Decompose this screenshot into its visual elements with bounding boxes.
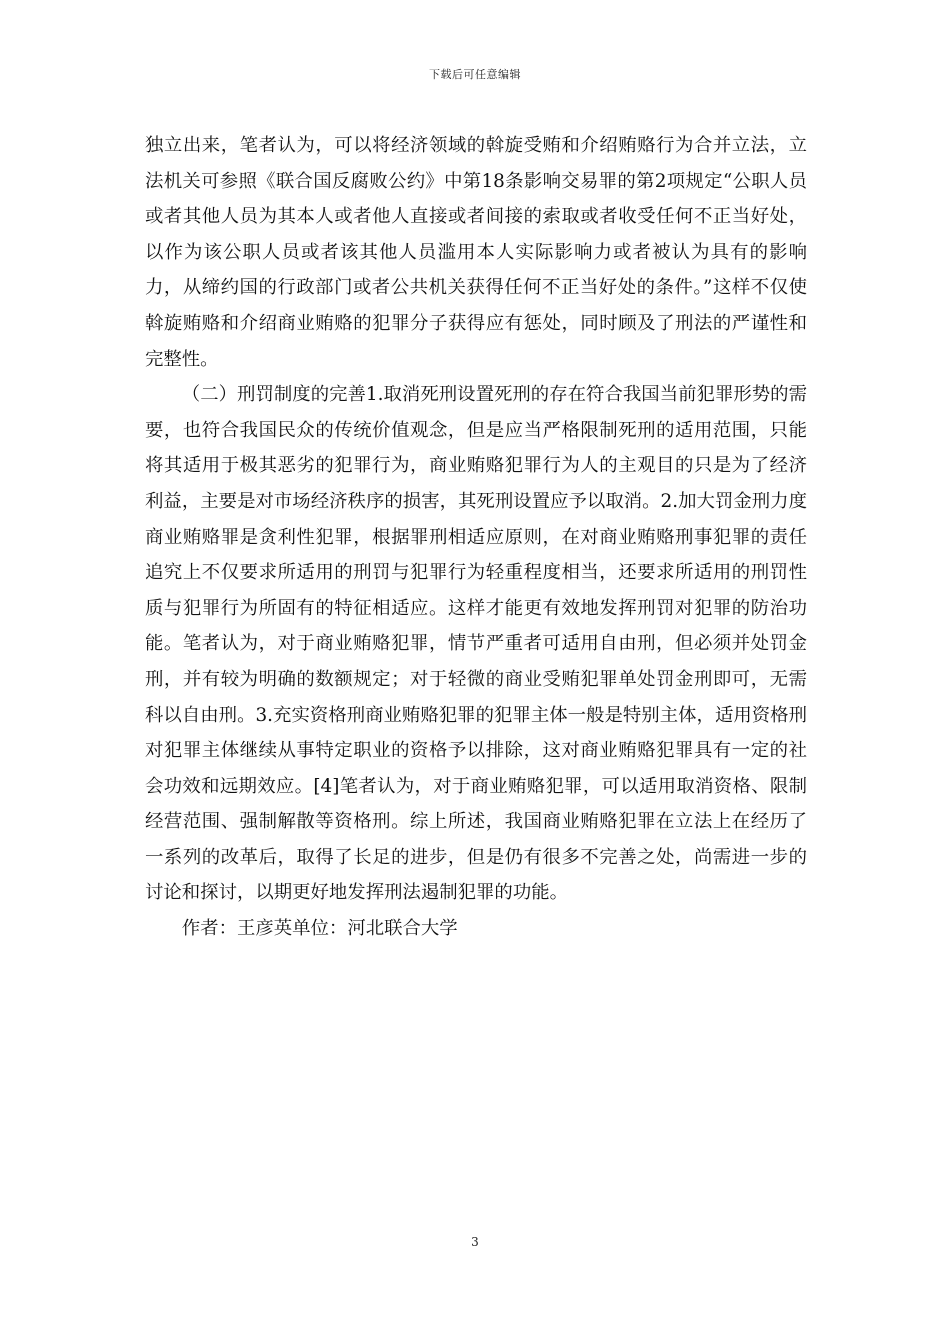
body-text: [145, 128, 807, 947]
paragraph-penalty-system: （二）刑罚制度的完善1.取消死刑设置死刑的存在符合我国当前犯罪形势的需要，也符合我国民众的传统价值观念，但是应当严格限制死刑的适用范围，只能将其适用于极其恶劣的犯罪行为，商业贿赂犯罪行为人的主观目的只是为了经济利益，主要是对市场经济秩序的损害，其死刑设置应予以取消。2.加大罚金刑力度商业贿赂罪是贪利性犯罪，根据罪刑相适应原则，在对商业贿赂刑事犯罪的责任追究上不仅要求所适用的刑罚与犯罪行为轻重程度相当，还要求所适用的刑罚性质与犯罪行为所固有的特征相适应。这样才能更有效地发挥刑罚对犯罪的防治功能。笔者认为，对于商业贿赂犯罪，情节严重者可适用自由刑，但必须并处罚金刑，并有较为明确的数额规定；对于轻微的商业受贿犯罪单处罚金刑即可，无需科以自由刑。3.充实资格刑商业贿赂犯罪的犯罪主体一般是特别主体，适用资格刑对犯罪主体继续从事特定职业的资格予以排除，这对商业贿赂犯罪具有一定的社会功效和远期效应。[4]笔者认为，对于商业贿赂犯罪，可以适用取消资格、限制经营范围、强制解散等资格刑。综上所述，我国商业贿赂犯罪在立法上在经历了一系列的改革后，取得了长足的进步，但是仍有很多不完善之处，尚需进一步的讨论和探讨，以期更好地发挥刑法遏制犯罪的功能。: [145, 384, 807, 904]
paragraph-continued: 独立出来，笔者认为，可以将经济领域的斡旋受贿和介绍贿赂行为合并立法，立法机关可参照《联合国反腐败公约》中第18条影响交易罪的第2项规定“公职人员或者其他人员为其本人或者他人直接或者间接的索取或者收受任何不正当好处，以作为该公职人员或者该其他人员滥用本人实际影响力或者被认为具有的影响力，从缔约国的行政部门或者公共机关获得任何不正当好处的条件。”这样不仅使斡旋贿赂和介绍商业贿赂的犯罪分子获得应有惩处，同时顾及了刑法的严谨性和完整性。: [145, 135, 807, 370]
page-number: 3: [471, 1235, 479, 1249]
author-line: 作者：王彦英单位：河北联合大学: [181, 918, 458, 940]
page-header: 下载后可任意编辑: [429, 68, 521, 81]
